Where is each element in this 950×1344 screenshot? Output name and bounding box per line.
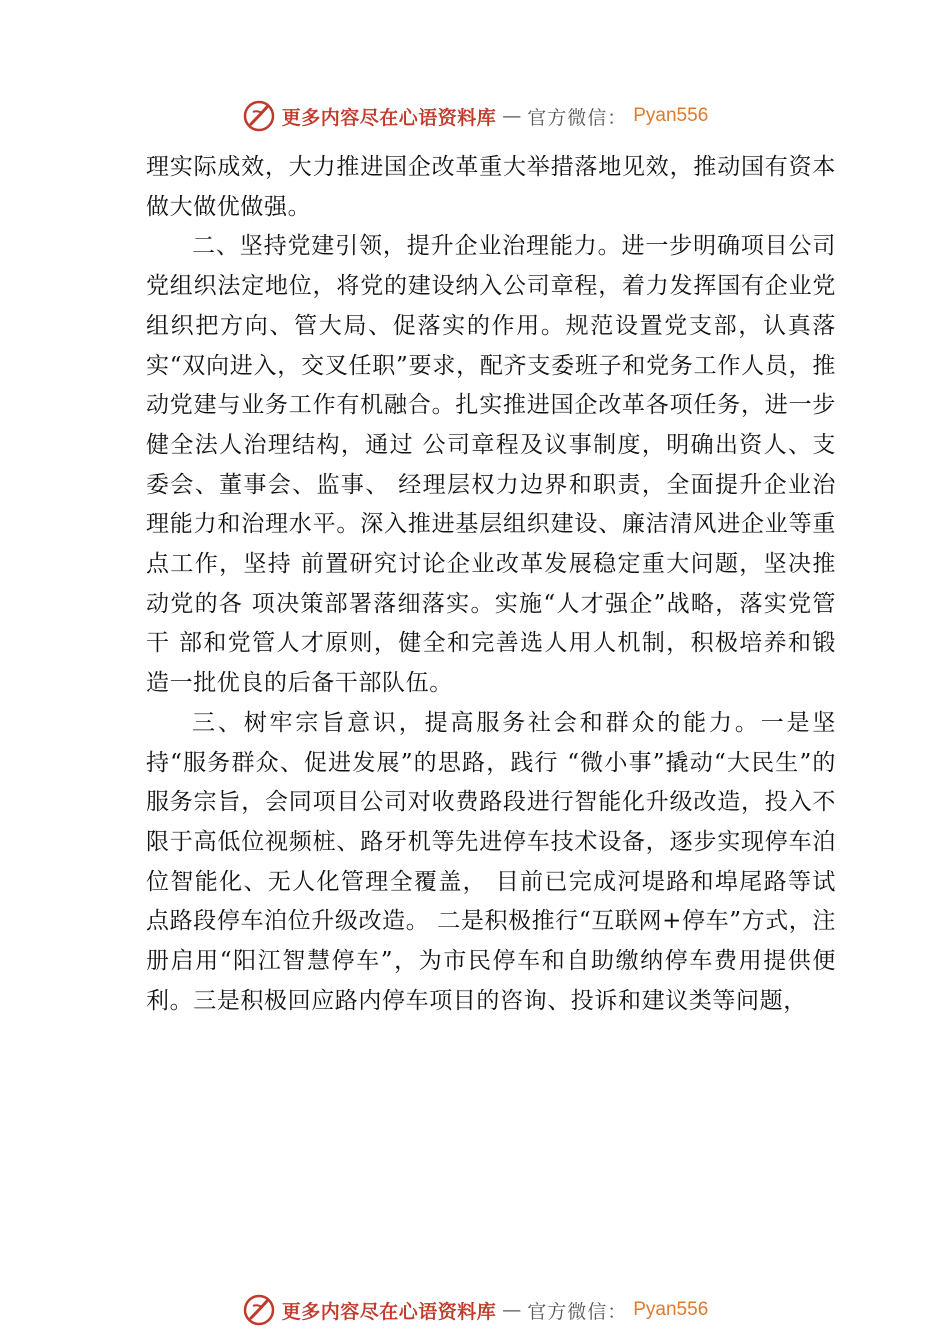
brush-logo-icon	[242, 99, 276, 133]
banner-wechat-label: 官方微信：	[527, 1300, 628, 1323]
header-watermark	[0, 96, 950, 136]
document-body	[146, 148, 836, 1021]
banner-wechat-id: Pyan556	[633, 105, 709, 126]
brush-logo-icon	[242, 1293, 276, 1327]
paragraph-service: 三、树牢宗旨意识，提高服务社会和群众的能力。一是坚持“服务群众、促进发展”的思路，践行 “微小事”撬动“大民生”的服务宗旨，会同项目公司对收费路段进行智能化升级改造，投入不限于高低位视频桩、路牙机等先进停车技术设备，逐步实现停车泊位智能化、无人化管理全覆盖， 目前已完成河堤路和埠尾路等试点路段停车泊位升级改造。 二是积极推行“互联网+停车”方式，注册启用“阳江智慧停车”，为市民停车和自助缴纳停车费用提供便利。三是积极回应路内停车项目的咨询、投诉和建议类等问题，	[146, 709, 836, 1014]
banner-wechat-id: Pyan556	[633, 1299, 709, 1320]
paragraph-party-building: 二、坚持党建引领，提升企业治理能力。进一步明确项目公司党组织法定地位，将党的建设纳入公司章程，着力发挥国有企业党组织把方向、管大局、促落实的作用。规范设置党支部，认真落实“双向进入，交叉任职”要求，配齐支委班子和党务工作人员，推动党建与业务工作有机融合。扎实推进国企改革各项任务，进一步健全法人治理结构，通过 公司章程及议事制度，明确出资人、支委会、董事会、监事、 经理层权力边界和职责，全面提升企业治理能力和治理水平。深入推进基层组织建设、廉洁清风进企业等重点工作，坚持 前置研究讨论企业改革发展稳定重大问题，坚决推动党的各 项决策部署落细落实。实施“人才强企”战略，落实党管干 部和党管人才原则，健全和完善选人用人机制，积极培养和锻造一批优良的后备干部队伍。	[146, 233, 836, 697]
banner-dash: —	[502, 105, 522, 127]
banner-main-text: 更多内容尽在心语资料库	[281, 1300, 497, 1323]
banner-wechat-label: 官方微信：	[527, 106, 628, 129]
footer-watermark	[0, 1290, 950, 1330]
banner-main-text: 更多内容尽在心语资料库	[281, 106, 497, 129]
paragraph-continued: 理实际成效，大力推进国企改革重大举措落地见效，推动国有资本做大做优做强。	[146, 154, 836, 220]
banner-dash: —	[502, 1299, 522, 1321]
